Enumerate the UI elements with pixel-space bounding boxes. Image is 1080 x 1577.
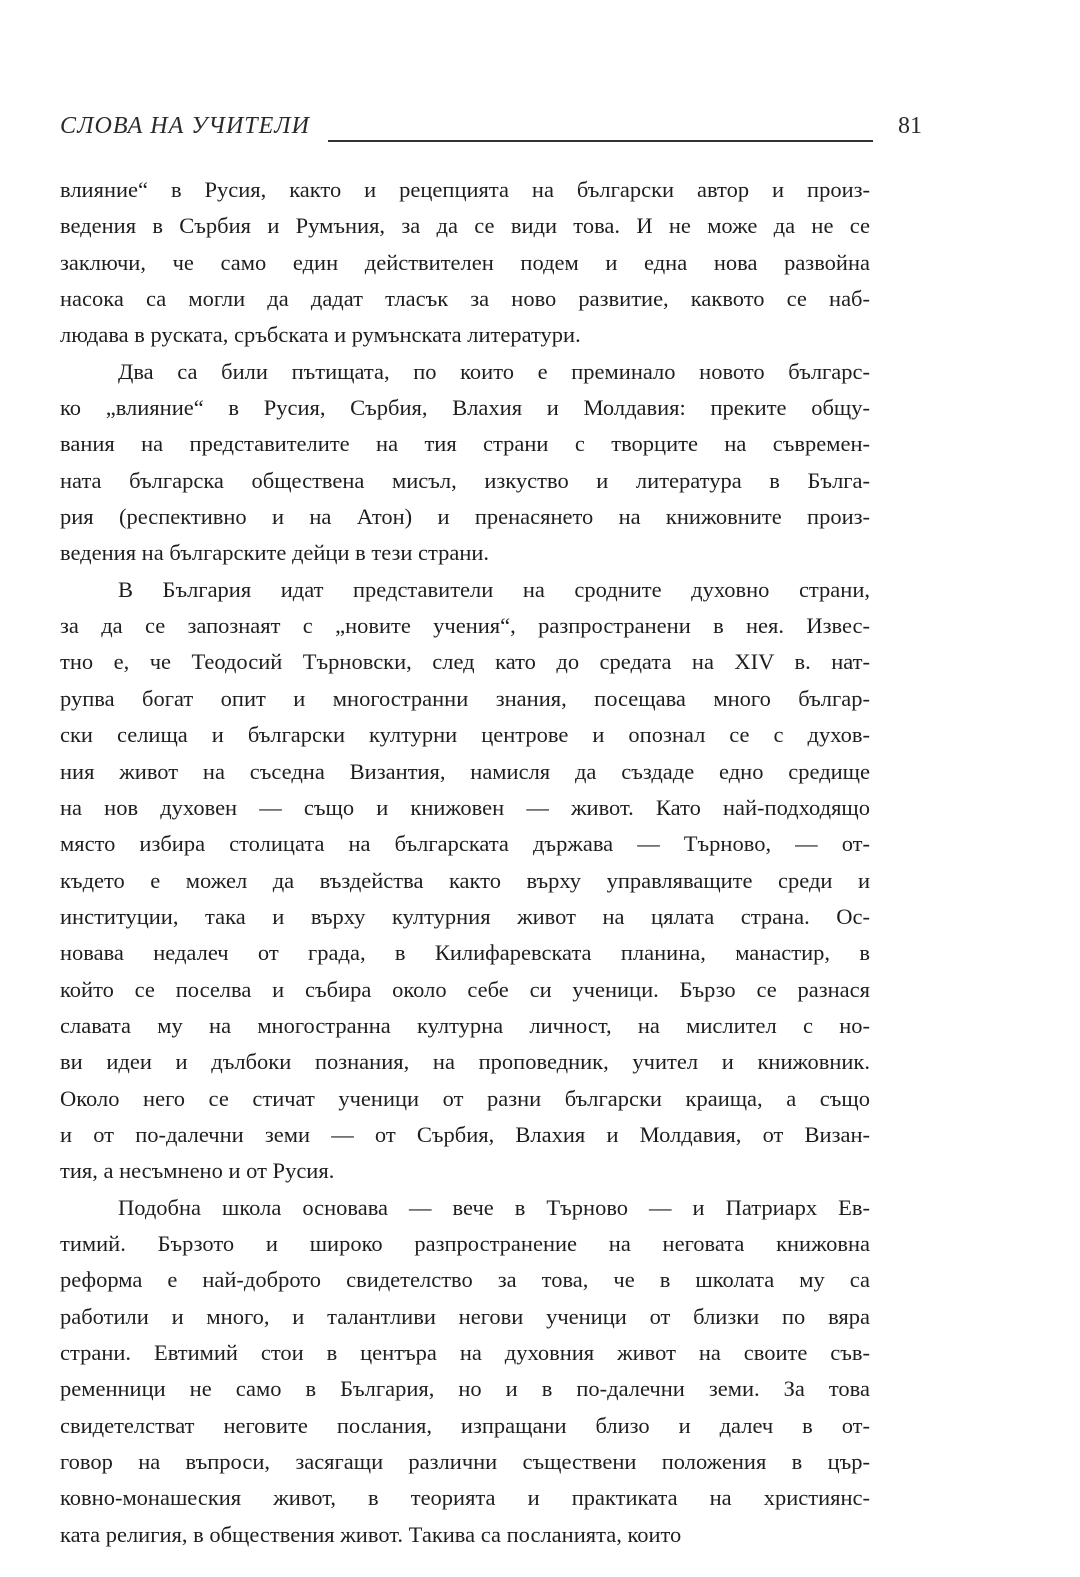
text-line: място избира столицата на българската държава — Търново, — от- bbox=[60, 831, 870, 857]
text-line: ковно-монашеския живот, в теорията и практиката на християнс- bbox=[60, 1485, 870, 1511]
text-line: Около него се стичат ученици от разни български краища, а също bbox=[60, 1085, 870, 1111]
text-line: вания на представителите на тия страни с творците на съвремен- bbox=[60, 431, 870, 457]
page-number: 81 bbox=[898, 113, 922, 139]
text-line: говор на въпроси, засягащи различни съществени положения в цър- bbox=[60, 1449, 870, 1475]
text-line: заключи, че само един действителен подем и една нова развойна bbox=[60, 249, 870, 275]
text-line: ременници не само в България, но и в по-далечни земи. За това bbox=[60, 1376, 870, 1402]
text-line: и от по-далечни земи — от Сърбия, Влахия и Молдавия, от Визан- bbox=[60, 1121, 870, 1147]
text-line: тия, а несъмнено и от Русия. bbox=[60, 1158, 335, 1184]
text-line: новава недалеч от града, в Килифаревската планина, манастир, в bbox=[60, 940, 870, 966]
text-line: ко „влияние“ в Русия, Сърбия, Влахия и Молдавия: преките общу- bbox=[60, 395, 870, 421]
text-line: ния живот на съседна Византия, намисля да създаде едно средище bbox=[60, 758, 870, 784]
text-line: рупва богат опит и многостранни знания, посещава много българ- bbox=[60, 685, 870, 711]
text-line: свидетелстват неговите послания, изпращани близо и далеч в от- bbox=[60, 1412, 870, 1438]
text-line: страни. Евтимий стои в центъра на духовния живот на своите съв- bbox=[60, 1340, 870, 1365]
text-line: който се поселва и събира около себе си ученици. Бързо се разнася bbox=[60, 976, 870, 1002]
text-line: ведения в Сърбия и Румъния, за да се види това. И не може да не се bbox=[60, 213, 870, 239]
paragraph bbox=[60, 354, 870, 572]
paragraph bbox=[60, 172, 870, 354]
text-line: ви идеи и дълбоки познания, на проповедник, учител и книжовник. bbox=[60, 1049, 870, 1075]
paragraph bbox=[60, 1190, 870, 1553]
text-line: ната българска обществена мисъл, изкуство и литература в Бълга- bbox=[60, 467, 870, 493]
text-line: влияние“ в Русия, както и рецепцията на български автор и произ- bbox=[60, 177, 870, 202]
text-line: ведения на българските дейци в тези страни. bbox=[60, 540, 490, 566]
text-line: на нов духовен — също и книжовен — живот. Като най-подходящо bbox=[60, 794, 870, 820]
running-title: СЛОВА НА УЧИТЕЛИ bbox=[60, 113, 310, 139]
text-line: ката религия, в обществения живот. Такива са посланията, които bbox=[60, 1521, 682, 1547]
text-line: людава в руската, сръбската и румънската литератури. bbox=[60, 322, 581, 348]
body-text bbox=[60, 172, 870, 1553]
text-line: Подобна школа основава — вече в Търново — и Патриарх Ев- bbox=[118, 1194, 870, 1220]
text-line: институции, така и върху културния живот на цялата страна. Ос- bbox=[60, 903, 870, 929]
text-line: В България идат представители на сродните духовно страни, bbox=[118, 576, 870, 602]
text-line: реформа е най-доброто свидетелство за това, че в школата му са bbox=[60, 1267, 870, 1293]
text-line: славата му на многостранна културна личност, на мислител с но- bbox=[60, 1012, 870, 1038]
text-line: тимий. Бързото и широко разпространение на неговата книжовна bbox=[60, 1230, 870, 1256]
header-rule bbox=[328, 140, 873, 142]
text-line: за да се запознаят с „новите учения“, разпространени в нея. Извес- bbox=[60, 613, 870, 639]
running-header bbox=[60, 113, 922, 153]
text-line: тно е, че Теодосий Търновски, след като до средата на XIV в. нат- bbox=[60, 649, 870, 675]
text-line: насока са могли да дадат тласък за ново развитие, каквото се наб- bbox=[60, 286, 870, 312]
text-line: където е можел да въздейства както върху управляващите среди и bbox=[60, 867, 870, 893]
text-line: работили и много, и талантливи негови ученици от близки по вяра bbox=[60, 1303, 870, 1329]
text-line: Два са били пътищата, по които е преминало новото българс- bbox=[118, 358, 870, 384]
text-line: рия (респективно и на Атон) и пренасянето на книжовните произ- bbox=[60, 504, 870, 530]
paragraph bbox=[60, 572, 870, 1190]
text-line: ски селища и български културни центрове и опознал се с духов- bbox=[60, 722, 870, 748]
